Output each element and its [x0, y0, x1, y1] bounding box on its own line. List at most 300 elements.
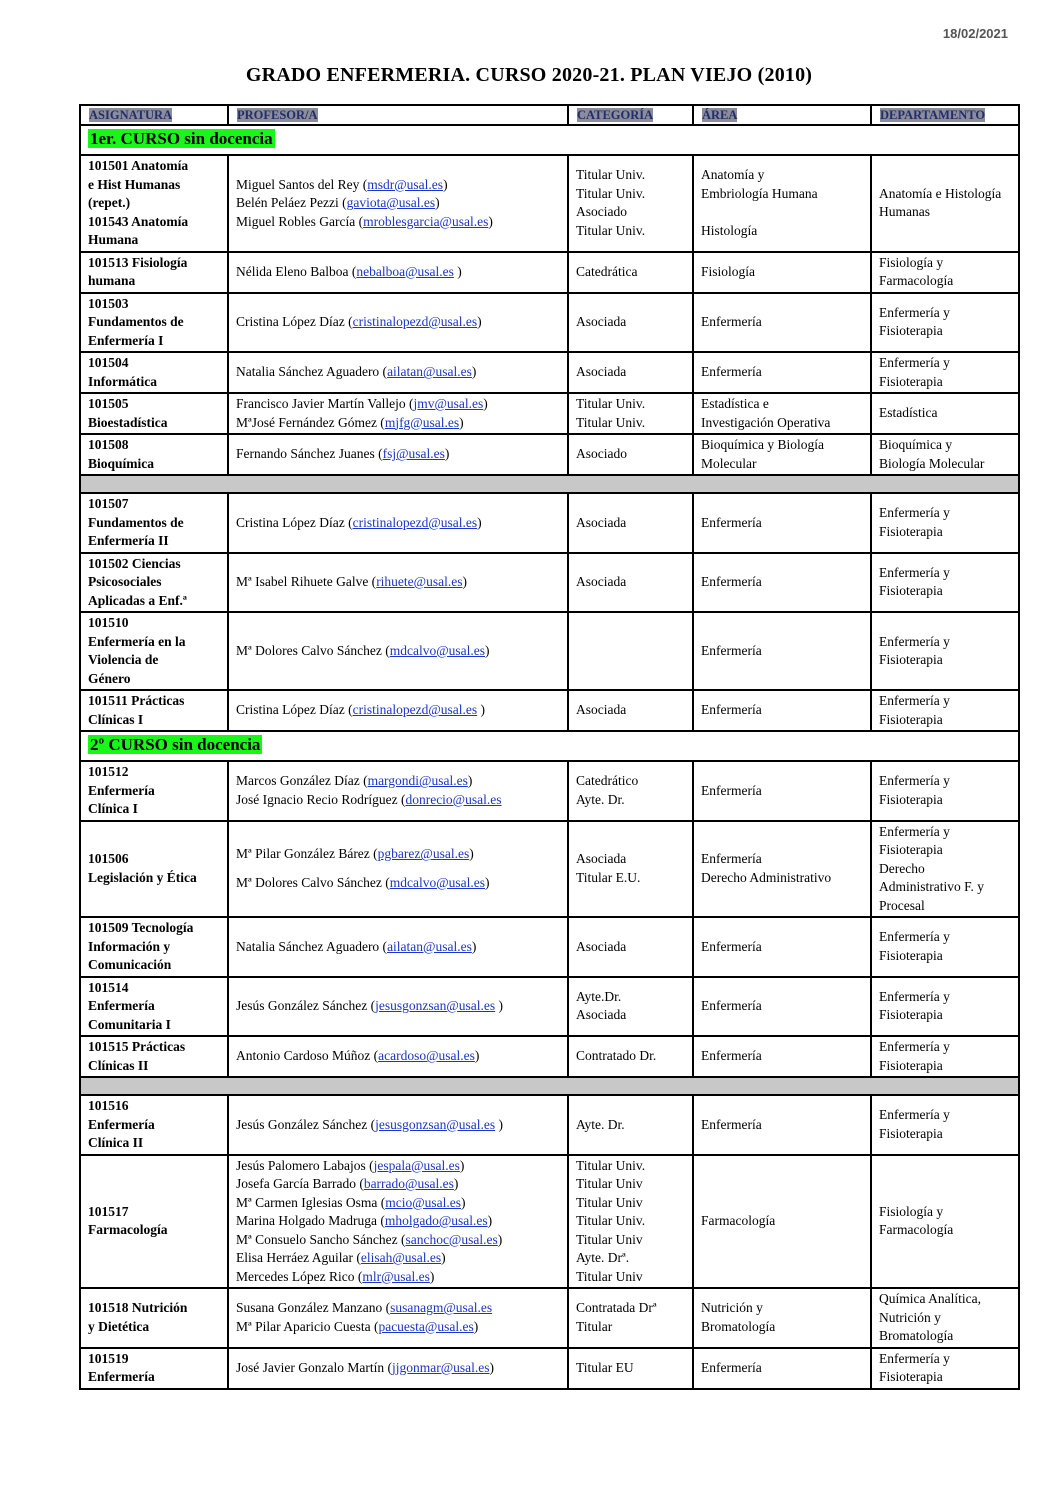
professor-entry — [236, 874, 560, 893]
professor-entry — [236, 1175, 560, 1194]
cell-line: Titular Univ — [576, 1194, 643, 1210]
email-link[interactable]: mcio@usal.es — [385, 1194, 461, 1210]
cell-line: Asociada — [576, 1007, 627, 1023]
professor-name: Fernando Sánchez Juanes ( — [236, 446, 383, 462]
professor-entry — [236, 445, 560, 464]
area-cell — [693, 493, 871, 553]
subject-row — [80, 1288, 1019, 1348]
area-cell — [693, 917, 871, 977]
asignatura-cell — [80, 493, 228, 553]
cell-line: Titular Univ. — [576, 414, 646, 430]
area-cell — [693, 821, 871, 918]
categoria-cell — [568, 821, 693, 918]
email-link[interactable]: fsj@usal.es — [382, 446, 445, 462]
categoria-cell — [568, 493, 693, 553]
cell-line: Enfermería I — [88, 332, 164, 348]
area-cell — [693, 690, 871, 731]
email-link[interactable]: cristinalopezd@usal.es — [352, 514, 478, 530]
subject-row — [80, 1095, 1019, 1155]
line-gap — [236, 864, 560, 874]
departamento-cell — [871, 1095, 1019, 1155]
professor-entry — [236, 1249, 560, 1268]
cell-line: Titular — [576, 1318, 613, 1334]
cell-line: 101508 — [88, 437, 129, 452]
professor-name-tail: ) — [453, 263, 462, 279]
cell-line: Informática — [88, 373, 157, 389]
departamento-cell — [871, 434, 1019, 475]
email-link[interactable]: donrecio@usal.es — [405, 791, 502, 807]
categoria-cell — [568, 1036, 693, 1077]
cell-line: Humanas — [879, 204, 930, 220]
cell-line: Clínicas II — [88, 1057, 149, 1073]
cell-line: 101509 Tecnología — [88, 920, 194, 935]
subject-row — [80, 761, 1019, 821]
professor-name: Mª Dolores Calvo Sánchez ( — [236, 642, 390, 658]
cell-line: Titular Univ. — [576, 167, 646, 183]
professor-name-tail: ) — [477, 702, 485, 718]
cell-line: Estadística — [879, 405, 938, 421]
area-cell — [693, 293, 871, 353]
professor-entry — [236, 313, 560, 332]
cell-line: Fisioterapia — [879, 1369, 943, 1384]
email-link[interactable]: elisah@usal.es — [360, 1250, 442, 1265]
cell-line: Enfermería — [701, 314, 762, 329]
cell-line: e Hist Humanas — [88, 176, 181, 192]
cell-line: Bioquímica y Biología — [701, 437, 824, 452]
cell-line: Farmacología — [879, 273, 954, 288]
email-link[interactable]: mlr@usal.es — [362, 1268, 430, 1284]
cell-line: Ayte.Dr. — [576, 988, 622, 1004]
professor-entry — [236, 772, 560, 791]
cell-line: Asociada — [576, 364, 627, 380]
cell-line: Titular Univ. — [576, 185, 646, 201]
cell-line: Enfermería en la — [88, 633, 186, 649]
cell-line: Enfermería y — [879, 505, 950, 521]
professor-name: Antonio Cardoso Múñoz ( — [236, 1048, 379, 1064]
cell-line: y Dietética — [88, 1318, 150, 1334]
cell-line: Enfermería y — [879, 823, 950, 839]
cell-line: Enfermería — [701, 514, 762, 530]
cell-line: Fisioterapia — [879, 373, 943, 389]
cell-line: Enfermería y — [879, 988, 950, 1004]
categoria-cell — [568, 1095, 693, 1155]
cell-line: 101504 — [88, 355, 129, 370]
cell-line: Contratada Drª — [576, 1300, 657, 1316]
cell-line: 101505 — [88, 396, 129, 411]
cell-line: Enfermería y — [879, 564, 950, 580]
profesor-cell — [228, 553, 568, 613]
professor-name: Cristina López Díaz ( — [236, 514, 353, 530]
cell-line: Titular Univ — [576, 1231, 643, 1247]
asignatura-cell — [80, 1348, 228, 1389]
cell-line: Asociada — [576, 938, 627, 954]
cell-line: Nutrición y — [701, 1300, 763, 1316]
email-link[interactable]: pacuesta@usal.es — [378, 1318, 474, 1334]
cell-line: 101514 — [88, 979, 129, 995]
cell-line: Titular Univ. — [576, 1157, 646, 1173]
cell-line: Bromatología — [701, 1318, 776, 1334]
asignatura-cell — [80, 1095, 228, 1155]
document-title: GRADO ENFERMERIA. CURSO 2020-21. PLAN VIEJO (2010) — [245, 64, 813, 86]
departamento-cell — [871, 1348, 1019, 1389]
cell-line: Comunicación — [88, 957, 172, 972]
header-area: ÁREA — [693, 105, 871, 125]
cell-line: Derecho — [879, 860, 925, 876]
cell-line: Clínicas I — [88, 711, 144, 727]
subject-row — [80, 293, 1019, 353]
professor-entry — [236, 1157, 560, 1176]
asignatura-cell — [80, 612, 228, 690]
professor-name-tail: ) — [477, 514, 482, 530]
professor-entry — [236, 514, 560, 533]
categoria-cell — [568, 155, 693, 252]
area-cell — [693, 352, 871, 393]
cell-line: 101515 Prácticas — [88, 1039, 186, 1054]
cell-line: 101519 — [88, 1350, 129, 1366]
professor-entry — [236, 791, 560, 810]
departamento-cell — [871, 1288, 1019, 1348]
professor-name-tail: ) — [489, 1359, 495, 1375]
email-link[interactable]: margondi@usal.es — [367, 773, 468, 789]
asignatura-cell — [80, 821, 228, 918]
cell-line: Enfermería y — [879, 633, 950, 649]
email-link[interactable]: susanagm@usal.es — [390, 1300, 493, 1316]
profesor-cell — [228, 1095, 568, 1155]
professor-name: José Javier Gonzalo Martín ( — [236, 1359, 392, 1375]
cell-line: Humana — [88, 232, 139, 247]
area-cell — [693, 1348, 871, 1389]
profesor-cell — [228, 352, 568, 393]
departamento-cell — [871, 977, 1019, 1037]
cell-line: Titular E.U. — [576, 869, 641, 885]
email-link[interactable]: msdr@usal.es — [367, 176, 444, 192]
asignatura-cell — [80, 155, 228, 252]
professor-name-tail: ) — [483, 396, 488, 411]
cell-line: Fisioterapia — [879, 323, 943, 339]
email-link[interactable]: nebalboa@usal.es — [356, 263, 454, 279]
subject-row — [80, 553, 1019, 613]
email-link[interactable]: mroblesgarcia@usal.es — [363, 213, 489, 229]
cell-line: Bioestadística — [88, 414, 168, 430]
professor-name: Susana González Manzano ( — [236, 1300, 391, 1316]
cell-line: 101516 — [88, 1098, 129, 1113]
cell-line: 101512 — [88, 764, 129, 779]
cell-line: Farmacología — [88, 1222, 168, 1238]
cell-line: Embriología Humana — [701, 185, 818, 201]
email-link[interactable]: jesusgonzsan@usal.es — [375, 998, 496, 1013]
cell-line: Molecular — [701, 455, 757, 471]
cell-line: Enfermería y — [879, 1039, 950, 1054]
cell-line: Asociada — [576, 574, 627, 589]
professor-name: Miguel Robles García ( — [236, 213, 364, 229]
subject-row — [80, 434, 1019, 475]
professor-name: Marcos González Díaz ( — [236, 773, 368, 789]
departamento-cell — [871, 612, 1019, 690]
profesor-cell — [228, 612, 568, 690]
cell-line: Clínica II — [88, 1135, 144, 1150]
professor-name-tail: ) — [435, 195, 440, 210]
departamento-cell — [871, 293, 1019, 353]
cell-line: Ayte. Drª. — [576, 1250, 630, 1265]
cell-line: Enfermería y — [879, 355, 950, 370]
cell-line: Psicosociales — [88, 574, 162, 589]
professor-name: Mª Pilar González Bárez ( — [236, 846, 378, 862]
profesor-cell — [228, 155, 568, 252]
professor-entry — [236, 194, 560, 213]
email-link[interactable]: jesusgonzsan@usal.es — [375, 1116, 496, 1132]
cell-line: Titular Univ — [576, 1268, 643, 1284]
professor-entry — [236, 213, 560, 232]
cell-line: Enfermería — [701, 1048, 762, 1064]
professor-name: Francisco Javier Martín Vallejo ( — [236, 396, 414, 411]
cell-line: Investigación Operativa — [701, 414, 831, 430]
professor-name: José Ignacio Recio Rodríguez ( — [236, 791, 406, 807]
cell-line: Fisioterapia — [879, 1007, 943, 1023]
professor-entry — [236, 642, 560, 661]
departamento-cell — [871, 1036, 1019, 1077]
cell-line: Enfermería — [701, 782, 762, 798]
professor-entry — [236, 1212, 560, 1231]
cell-line: Farmacología — [701, 1213, 776, 1228]
email-link[interactable]: jjgonmar@usal.es — [391, 1359, 490, 1375]
cell-line: Clínica I — [88, 801, 138, 816]
professor-name-tail: ) — [467, 773, 473, 789]
professor-entry — [236, 701, 560, 720]
professor-name-tail: ) — [461, 1194, 466, 1210]
email-link[interactable]: mdcalvo@usal.es — [389, 642, 485, 658]
professor-name-tail: ) — [429, 1268, 435, 1284]
professor-entry — [236, 1116, 560, 1135]
profesor-cell — [228, 761, 568, 821]
cell-line: 101513 Fisiología — [88, 254, 188, 270]
categoria-cell — [568, 553, 693, 613]
cell-line: Titular Univ. — [576, 1213, 646, 1228]
professor-name-tail: ) — [488, 213, 493, 229]
area-cell — [693, 393, 871, 434]
section-cell — [80, 731, 1019, 761]
cell-line: Enfermería — [701, 1359, 762, 1375]
cell-line: Enfermería — [701, 702, 762, 718]
cell-line: Enfermería y — [879, 693, 950, 708]
professor-name-tail: ) — [441, 1250, 446, 1265]
cell-line: Enfermería — [701, 1116, 762, 1132]
cell-line: Ayte. Dr. — [576, 1116, 625, 1132]
cell-line: Procesal — [879, 897, 925, 913]
email-link[interactable]: mholgado@usal.es — [384, 1213, 488, 1228]
email-link[interactable]: ailatan@usal.es — [387, 938, 472, 954]
email-link[interactable]: jespala@usal.es — [373, 1157, 460, 1173]
cell-line: Enfermería II — [88, 533, 169, 548]
professor-entry — [236, 1299, 560, 1318]
cell-line: Titular Univ. — [576, 222, 646, 238]
email-link[interactable]: ailatan@usal.es — [387, 364, 472, 380]
categoria-cell — [568, 434, 693, 475]
profesor-cell — [228, 252, 568, 293]
professor-name-tail: ) — [471, 364, 477, 380]
area-cell — [693, 761, 871, 821]
cell-line: Aplicadas a Enf.ª — [88, 592, 187, 608]
categoria-cell — [568, 1288, 693, 1348]
cell-line: Ayte. Dr. — [576, 791, 625, 807]
asignatura-cell — [80, 977, 228, 1037]
area-cell — [693, 434, 871, 475]
professor-name-tail: ) — [497, 1231, 503, 1247]
departamento-cell — [871, 761, 1019, 821]
professor-name-tail: ) — [462, 574, 467, 589]
cell-line: 101507 — [88, 496, 129, 511]
cell-line: Enfermería y — [879, 929, 950, 945]
categoria-cell — [568, 252, 693, 293]
profesor-cell — [228, 293, 568, 353]
area-cell — [693, 1036, 871, 1077]
professor-name-tail: ) — [469, 846, 474, 862]
email-link[interactable]: cristinalopezd@usal.es — [352, 702, 478, 718]
professor-name-tail: ) — [459, 414, 464, 430]
spacer-row — [80, 475, 1019, 493]
cell-line: Fisioterapia — [879, 842, 943, 857]
cell-line: 101543 Anatomía — [88, 213, 189, 229]
categoria-cell — [568, 1155, 693, 1289]
cell-line: Asociada — [576, 314, 627, 329]
cell-line: Violencia de — [88, 652, 159, 667]
professor-name: Natalia Sánchez Aguadero ( — [236, 938, 388, 954]
cell-line: Enfermería — [701, 938, 762, 954]
header-row — [80, 105, 1019, 125]
asignatura-cell — [80, 393, 228, 434]
professor-entry — [236, 573, 560, 592]
email-link[interactable]: rihuete@usal.es — [376, 574, 463, 589]
departamento-cell — [871, 690, 1019, 731]
subject-row — [80, 1348, 1019, 1389]
cell-line: 101517 — [88, 1203, 129, 1219]
area-cell — [693, 252, 871, 293]
asignatura-cell — [80, 352, 228, 393]
cell-line: Enfermería — [88, 1116, 155, 1132]
header-profesor: PROFESOR/A — [228, 105, 568, 125]
professor-name-tail: ) — [485, 642, 490, 658]
professor-name: Mercedes López Rico ( — [236, 1268, 363, 1284]
professor-name: Nélida Eleno Balboa ( — [236, 263, 357, 279]
professor-name: Marina Holgado Madruga ( — [236, 1213, 385, 1228]
cell-line: Género — [88, 670, 131, 686]
professor-name-tail: ) — [474, 1048, 480, 1064]
cell-line: Información y — [88, 938, 171, 954]
cell-line: Bromatología — [879, 1328, 954, 1343]
section-label: 1er. CURSO sin docencia — [90, 129, 273, 149]
email-link[interactable]: barrado@usal.es — [363, 1176, 454, 1191]
cell-line: Anatomía e Histología — [879, 185, 1002, 201]
section-row — [80, 731, 1019, 761]
professor-entry — [236, 938, 560, 957]
professor-name: Mª Isabel Rihuete Galve ( — [236, 574, 377, 589]
subject-row — [80, 690, 1019, 731]
area-cell — [693, 612, 871, 690]
cell-line: Histología — [701, 222, 758, 238]
cell-line: Bioquímica y — [879, 437, 953, 452]
spacer-cell — [80, 475, 1019, 493]
cell-line: Enfermería — [701, 642, 762, 658]
cell-line — [701, 203, 863, 222]
area-cell — [693, 553, 871, 613]
cell-line: Fisioterapia — [879, 947, 943, 963]
cell-line: Asociado — [576, 204, 627, 220]
cell-line: Fisiología y — [879, 1203, 944, 1219]
cell-line: Asociado — [576, 446, 627, 462]
professor-name-tail: ) — [453, 1176, 459, 1191]
professor-name-tail: ) — [477, 314, 482, 329]
asignatura-cell — [80, 553, 228, 613]
email-link[interactable]: acardoso@usal.es — [378, 1048, 475, 1064]
area-cell — [693, 1095, 871, 1155]
cell-line: Derecho Administrativo — [701, 869, 832, 885]
email-link[interactable]: sanchoc@usal.es — [405, 1231, 498, 1247]
cell-line: Enfermería — [88, 782, 155, 798]
email-link[interactable]: mdcalvo@usal.es — [389, 874, 485, 890]
cell-line: Asociada — [576, 702, 627, 718]
header-asignatura: ASIGNATURA — [80, 105, 228, 125]
categoria-cell — [568, 293, 693, 353]
professor-name: Belén Peláez Pezzi ( — [236, 195, 347, 210]
cell-line: Contratado Dr. — [576, 1048, 657, 1064]
professor-entry — [236, 263, 560, 282]
professor-name: Cristina López Díaz ( — [236, 314, 353, 329]
cell-line: Enfermería y — [879, 773, 950, 789]
professor-entry — [236, 997, 560, 1016]
categoria-cell — [568, 917, 693, 977]
cell-line: Legislación y Ética — [88, 869, 197, 885]
professor-name: Elisa Herráez Aguilar ( — [236, 1250, 361, 1265]
cell-line: 101510 — [88, 615, 129, 630]
departamento-cell — [871, 155, 1019, 252]
profesor-cell — [228, 1155, 568, 1289]
cell-line: Enfermería — [701, 574, 762, 589]
cell-line: Fisioterapia — [879, 583, 943, 599]
profesor-cell — [228, 1036, 568, 1077]
cell-line: Bioquímica — [88, 455, 155, 471]
cell-line: Titular Univ. — [576, 396, 646, 411]
cell-line: Fundamentos de — [88, 514, 184, 530]
professor-name: Josefa García Barrado ( — [236, 1176, 364, 1191]
area-cell — [693, 1155, 871, 1289]
categoria-cell — [568, 352, 693, 393]
subject-row — [80, 612, 1019, 690]
asignatura-cell — [80, 434, 228, 475]
subject-row — [80, 393, 1019, 434]
professor-name: Jesús González Sánchez ( — [236, 998, 376, 1013]
professor-entry — [236, 845, 560, 864]
email-link[interactable]: pgbarez@usal.es — [377, 846, 470, 862]
profesor-cell — [228, 977, 568, 1037]
email-link[interactable]: cristinalopezd@usal.es — [352, 314, 478, 329]
professor-entry — [236, 176, 560, 195]
categoria-cell — [568, 690, 693, 731]
email-link[interactable]: jmv@usal.es — [413, 396, 484, 411]
spacer-row — [80, 1077, 1019, 1095]
professor-entry — [236, 1359, 560, 1378]
asignatura-cell — [80, 1036, 228, 1077]
subject-row — [80, 155, 1019, 252]
profesor-cell — [228, 821, 568, 918]
section-label: 2º CURSO sin docencia — [90, 735, 261, 755]
cell-line: Fisiología y — [879, 254, 944, 270]
email-link[interactable]: gaviota@usal.es — [346, 195, 436, 210]
email-link[interactable]: mjfg@usal.es — [384, 414, 460, 430]
cell-line: 101503 — [88, 295, 129, 311]
cell-line: Fisioterapia — [879, 1057, 943, 1073]
professor-name-tail: ) — [471, 938, 477, 954]
professor-name-tail: ) — [444, 446, 450, 462]
section-cell — [80, 125, 1019, 155]
